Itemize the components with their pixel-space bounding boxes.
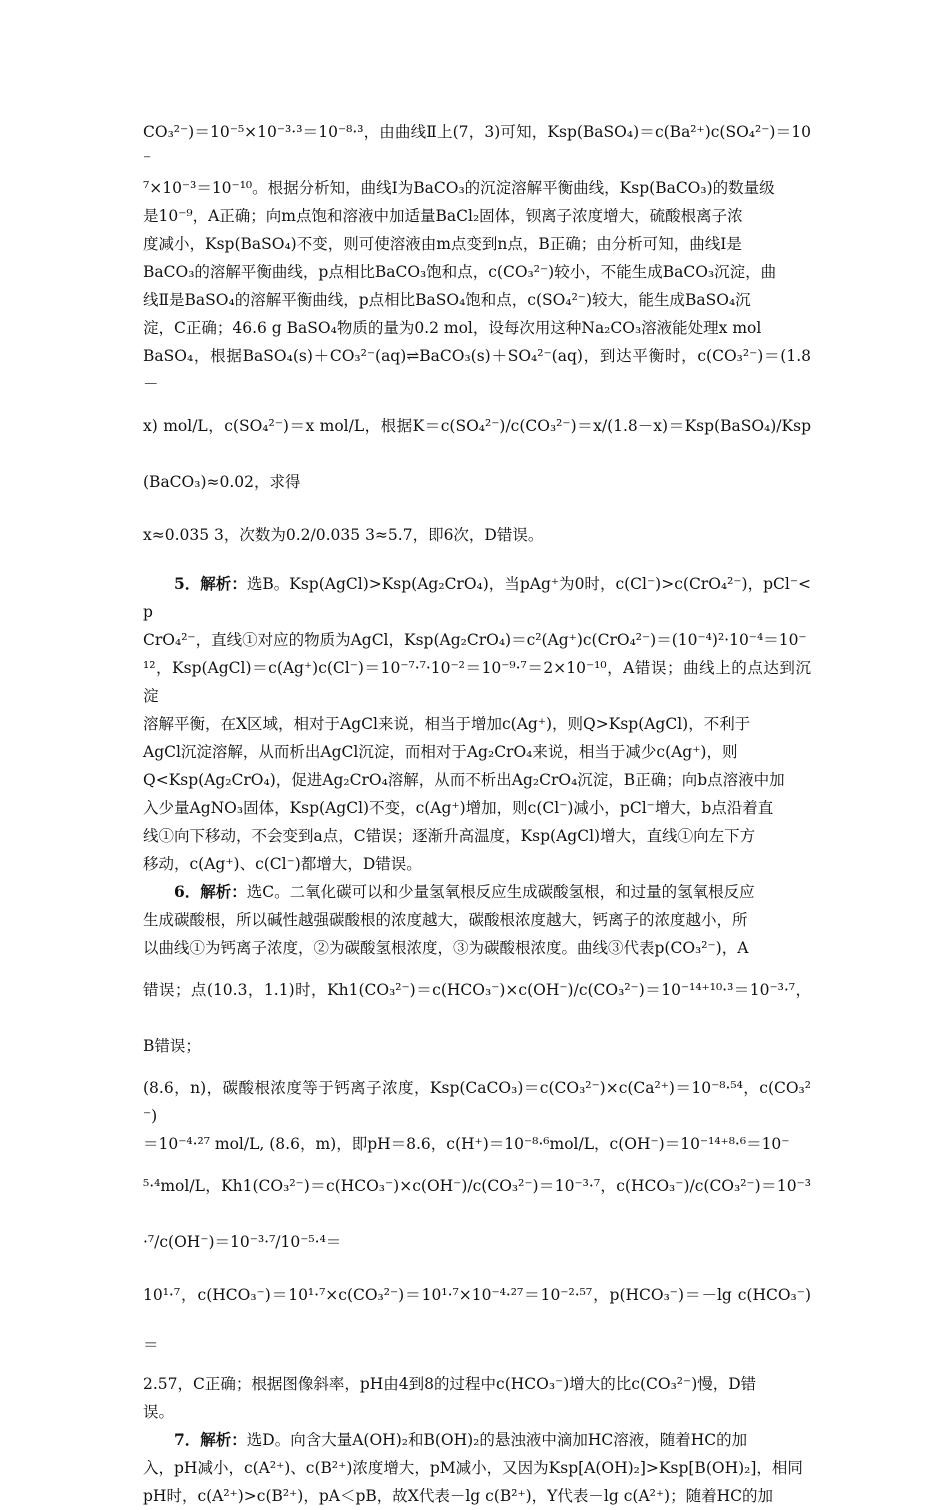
answer-label-7: 7．解析： [174,1430,247,1449]
text-line: ⁷×10⁻³＝10⁻¹⁰。根据分析知，曲线Ⅰ为BaCO₃的沉淀溶解平衡曲线，Ksp(BaCO₃)的数量级 [143,179,775,197]
text-line: 误。 [143,1403,175,1421]
text-line: 选C。二氧化碳可以和少量氢氧根反应生成碳酸氢根，和过量的氢氧根反应 [246,883,755,901]
text-line: BaSO₄，根据BaSO₄(s)＋CO₃²⁻(aq)⇌BaCO₃(s)＋SO₄²⁻(aq)，到达平衡时，c(CO₃²⁻)＝(1.8－ [143,347,811,393]
document-body [143,118,811,1510]
text-line: 2.57，C正确；根据图像斜率，pH由4到8的过程中c(HCO₃⁻)增大的比c(CO₃²⁻)慢，D错 [143,1375,757,1393]
paragraph-4-continued [143,118,811,560]
equation-line: x) mol/L，c(SO₄²⁻)＝x mol/L，根据K＝c(SO₄²⁻)/c(CO₃²⁻)＝x/(1.8－x)＝Ksp(BaSO₄)/Ksp(BaCO₃)≈0.02，求得 [143,417,811,491]
text-line: BaCO₃的溶解平衡曲线，p点相比BaCO₃饱和点，c(CO₃²⁻)较小，不能生成BaCO₃沉淀，曲 [143,263,777,281]
text-line: CO₃²⁻)＝10⁻⁵×10⁻³·³＝10⁻⁸·³，由曲线Ⅱ上(7，3)可知，Ksp(BaSO₄)＝c(Ba²⁺)c(SO₄²⁻)＝10⁻ [143,123,811,169]
text-line: 生成碳酸根，所以碱性越强碳酸根的浓度越大，碳酸根浓度越大，钙离子的浓度越小，所 [143,911,748,929]
text-line: 入少量AgNO₃固体，Ksp(AgCl)不变，c(Ag⁺)增加，则c(Cl⁻)减小，pCl⁻增大，b点沿着直 [143,799,774,817]
text-line: 选D。向含大量A(OH)₂和B(OH)₂的悬浊液中滴加HC溶液，随着HC的加 [246,1431,748,1449]
text-line: CrO₄²⁻，直线①对应的物质为AgCl，Ksp(Ag₂CrO₄)＝c²(Ag⁺)c(CrO₄²⁻)＝(10⁻⁴)²·10⁻⁴＝10⁻ [143,631,807,649]
text-line: 10¹·⁷，c(HCO₃⁻)＝10¹·⁷×c(CO₃²⁻)＝10¹·⁷×10⁻⁴·²⁷＝10⁻²·⁵⁷，p(HCO₃⁻)＝－lg c(HCO₃⁻)＝ [143,1286,811,1354]
text-line: 以曲线①为钙离子浓度，②为碳酸氢根浓度，③为碳酸根浓度。曲线③代表p(CO₃²⁻)，A [143,939,749,957]
text-line: AgCl沉淀溶解，从而析出AgCl沉淀，而相对于Ag₂CrO₄来说，相当于减少c(Ag⁺)，则 [143,743,738,761]
equation-line: ⁵·⁴mol/L，Kh1(CO₃²⁻)＝c(HCO₃⁻)×c(OH⁻)/c(CO₃²⁻)＝10⁻³·⁷，c(HCO₃⁻)/c(CO₃²⁻)＝10⁻³·⁷/c(OH⁻)＝10⁻³·⁷/10⁻⁵·⁴＝ [143,1177,811,1251]
text-line: 淀，C正确；46.6 g BaSO₄物质的量为0.2 mol，设每次用这种Na₂CO₃溶液能处理x mol [143,319,762,337]
text-line: ＝10⁻⁴·²⁷ mol/L, (8.6，m)，即pH＝8.6，c(H⁺)＝10⁻⁸·⁶mol/L，c(OH⁻)＝10⁻¹⁴⁺⁸·⁶＝10⁻ [143,1135,790,1153]
text-line: 是10⁻⁹，A正确；向m点饱和溶液中加适量BaCl₂固体，钡离子浓度增大，硫酸根离子浓 [143,207,743,225]
text-line: pH时，c(A²⁺)>c(B²⁺)，pA＜pB，故X代表－lg c(B²⁺)，Y代表－lg c(A²⁺)；随着HC的加 [143,1487,773,1505]
answer-label-5: 5．解析： [174,574,247,593]
text-line: 溶解平衡，在X区域，相对于AgCl来说，相当于增加c(Ag⁺)，则Q>Ksp(AgCl)，不利于 [143,715,751,733]
equation-line: x≈0.035 3，次数为0.2/0.035 3≈5.7，即6次，D错误。 [143,526,544,544]
text-line: ¹²，Ksp(AgCl)＝c(Ag⁺)c(Cl⁻)＝10⁻⁷·⁷·10⁻²＝10⁻⁹·⁷＝2×10⁻¹⁰，A错误；曲线上的点达到沉淀 [143,659,811,705]
text-line: 度减小，Ksp(BaSO₄)不变，则可使溶液由m点变到n点，B正确；由分析可知，曲线Ⅰ是 [143,235,742,253]
paragraph-answer-5 [143,570,811,878]
text-line: Q<Ksp(Ag₂CrO₄)，促进Ag₂CrO₄溶解，从而不析出Ag₂CrO₄沉淀，B正确；向b点溶液中加 [143,771,785,789]
text-line: (8.6，n)，碳酸根浓度等于钙离子浓度，Ksp(CaCO₃)＝c(CO₃²⁻)×c(Ca²⁺)＝10⁻⁸·⁵⁴，c(CO₃²⁻) [143,1079,811,1125]
answer-label-6: 6．解析： [174,882,247,901]
text-line: 选B。Ksp(AgCl)>Ksp(Ag₂CrO₄)，当pAg⁺为0时，c(Cl⁻)>c(CrO₄²⁻)，pCl⁻<p [143,575,811,621]
text-line: 线①向下移动，不会变到a点，C错误；逐渐升高温度，Ksp(AgCl)增大，直线①向左下方 [143,827,756,845]
text-line: 移动，c(Ag⁺)、c(Cl⁻)都增大，D错误。 [143,855,422,873]
paragraph-answer-7 [143,1426,811,1510]
equation-line: 错误；点(10.3，1.1)时，Kh1(CO₃²⁻)＝c(HCO₃⁻)×c(OH⁻)/c(CO₃²⁻)＝10⁻¹⁴⁺¹⁰·³＝10⁻³·⁷，B错误； [143,981,811,1055]
text-line: 入，pH减小，c(A²⁺)、c(B²⁺)浓度增大，pM减小，又因为Ksp[A(OH)₂]>Ksp[B(OH)₂]，相同 [143,1459,803,1477]
text-line: 线Ⅱ是BaSO₄的溶解平衡曲线，p点相比BaSO₄饱和点，c(SO₄²⁻)较大，能生成BaSO₄沉 [143,291,751,309]
